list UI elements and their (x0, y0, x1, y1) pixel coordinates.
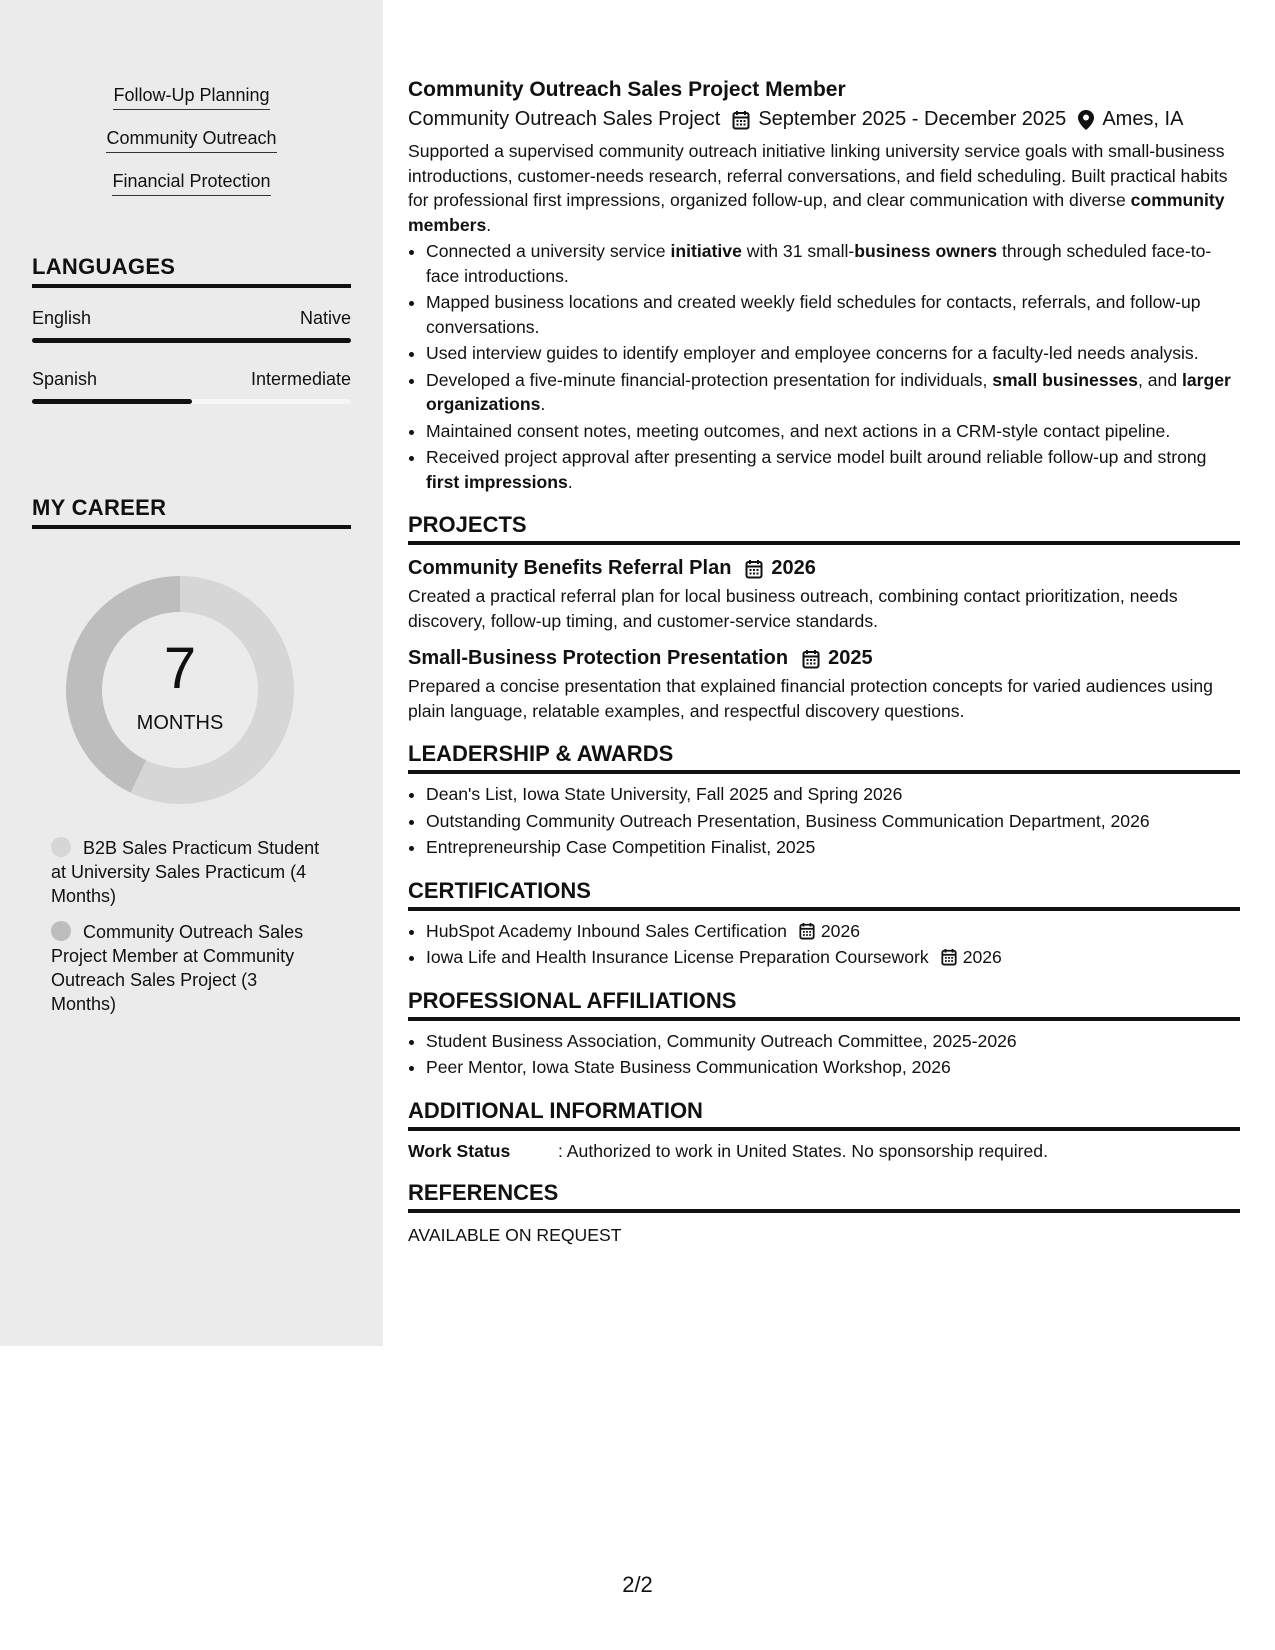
job-bullets (408, 239, 1240, 494)
text-run: Used interview guides to identify employer and employee concerns for a faculty-led needs analysis. (426, 343, 1199, 363)
emphasis-text: business owners (854, 241, 998, 261)
sidebar (0, 0, 383, 1346)
text-run: . (567, 471, 573, 492)
career-legend-item (51, 920, 321, 1016)
language-bar (32, 338, 351, 343)
skills-list (0, 85, 383, 214)
text-run: through scheduled face-to-face introductions. (426, 241, 1212, 286)
project-year: 2026 (771, 557, 816, 579)
skill-tag: Financial Protection (112, 171, 270, 196)
location-pin-icon (1078, 110, 1094, 130)
certification-year: 2026 (820, 920, 861, 941)
career-section (32, 495, 351, 529)
text-run: Maintained consent notes, meeting outcomes, and next actions in a CRM-style contact pipeline. (426, 420, 1171, 441)
job-title: Community Outreach Sales Project Member (408, 78, 846, 101)
project-entry (408, 647, 1240, 723)
project-title: Small-Business Protection Presentation (408, 647, 789, 669)
experience-entry (408, 78, 1240, 494)
job-meta (408, 108, 1240, 131)
text-run: . (486, 214, 492, 235)
job-summary (408, 139, 1240, 237)
calendar-icon (941, 948, 957, 966)
legend-dot (51, 837, 71, 857)
career-heading: MY CAREER (32, 495, 351, 529)
career-legend-item (51, 836, 321, 908)
career-total: 7 (163, 636, 197, 701)
career-unit: MONTHS (136, 712, 224, 734)
list-item (426, 341, 1240, 366)
career-legend-text: Community Outreach Sales Project Member at Community Outreach Sales Project (3 Months) (51, 922, 304, 1014)
affiliations-list (408, 1029, 1240, 1080)
job-dates: September 2025 - December 2025 (758, 108, 1067, 130)
list-item: • Entrepreneurship Case Competition Finalist, 2025 (426, 835, 1240, 860)
text-run: Mapped business locations and created weekly field schedules for contacts, referrals, and follow-up conversations. (426, 292, 1201, 337)
languages-section (32, 254, 351, 404)
project-description: Prepared a concise presentation that explained financial protection concepts for varied audiences using plain language, relatable examples, and respectful discovery questions. (408, 676, 1213, 721)
emphasis-text: community members (408, 190, 1225, 235)
skill-tag: Community Outreach (106, 128, 276, 153)
projects-heading: PROJECTS (408, 512, 1240, 545)
main-content (408, 78, 1240, 1246)
work-status-row (408, 1141, 1240, 1162)
language-name: Spanish (32, 369, 98, 389)
skill-tag: Follow-Up Planning (113, 85, 269, 110)
emphasis-text: larger organizations (426, 369, 1231, 414)
career-donut-chart (60, 570, 300, 810)
text-run: Supported a supervised community outreach initiative linking university service goals with small-business introductions, customer-needs research, referral conversations, and field scheduling. Built practical habits for professional first impressions, organized follow-up, and clear communication with diverse (408, 141, 1228, 210)
work-status-label: Work Status (408, 1140, 511, 1161)
text-run: , and (1137, 369, 1182, 390)
calendar-icon (799, 922, 815, 940)
career-legend (51, 836, 321, 1028)
leadership-list (408, 782, 1240, 860)
list-item (426, 290, 1240, 339)
language-level: Intermediate (250, 369, 351, 389)
list-item (426, 368, 1240, 417)
project-entry (408, 557, 1240, 633)
language-item (32, 369, 351, 404)
text-run: Developed a five-minute financial-protection presentation for individuals, (426, 369, 993, 390)
career-legend-text: B2B Sales Practicum Student at University Sales Practicum (4 Months) (51, 838, 320, 906)
list-item (426, 919, 1240, 944)
list-item: • Peer Mentor, Iowa State Business Communication Workshop, 2026 (426, 1055, 1240, 1080)
text-run: Received project approval after presenting a service model built around reliable follow-up and strong (426, 447, 1207, 467)
emphasis-text: first impressions (426, 471, 568, 492)
references-text: AVAILABLE ON REQUEST (408, 1224, 622, 1245)
project-title: Community Benefits Referral Plan (408, 557, 732, 579)
list-item (426, 239, 1240, 288)
leadership-heading: LEADERSHIP & AWARDS (408, 741, 1240, 774)
work-status-value: : Authorized to work in United States. No sponsorship required. (558, 1140, 1048, 1161)
languages-heading: LANGUAGES (32, 254, 351, 288)
emphasis-text: initiative (670, 241, 742, 261)
calendar-icon (802, 649, 820, 669)
list-item: • Dean's List, Iowa State University, Fall 2025 and Spring 2026 (426, 782, 1240, 807)
legend-dot (51, 921, 71, 941)
language-bar (32, 399, 351, 404)
text-run: Connected a university service (426, 241, 671, 261)
language-bar-fill (32, 338, 351, 343)
certification-name: • HubSpot Academy Inbound Sales Certification (426, 920, 787, 941)
affiliations-heading: PROFESSIONAL AFFILIATIONS (408, 988, 1240, 1021)
list-item (426, 945, 1240, 970)
certifications-list (408, 919, 1240, 970)
additional-heading: ADDITIONAL INFORMATION (408, 1098, 1240, 1131)
text-run: with 31 small- (741, 241, 855, 261)
certification-year: 2026 (962, 947, 1002, 967)
list-item (426, 419, 1240, 444)
project-year: 2025 (828, 647, 873, 669)
company-name: Community Outreach Sales Project (408, 108, 721, 130)
emphasis-text: small businesses (992, 369, 1138, 390)
job-location: Ames, IA (1102, 108, 1184, 130)
certifications-heading: CERTIFICATIONS (408, 878, 1240, 911)
text-run: . (540, 394, 546, 414)
list-item: • Outstanding Community Outreach Presentation, Business Communication Department, 2026 (426, 809, 1240, 834)
language-bar-fill (32, 399, 192, 404)
calendar-icon (745, 559, 763, 579)
page-number: 2/2 (622, 1572, 653, 1597)
language-level: Native (299, 308, 351, 328)
language-name: English (32, 308, 92, 328)
project-description: Created a practical referral plan for local business outreach, combining contact prioritization, needs discovery, follow-up timing, and customer-service standards. (408, 586, 1178, 631)
list-item (426, 445, 1240, 494)
references-heading: REFERENCES (408, 1180, 1240, 1213)
certification-name: • Iowa Life and Health Insurance License Preparation Coursework (426, 947, 929, 967)
list-item: • Student Business Association, Community Outreach Committee, 2025-2026 (426, 1029, 1240, 1054)
language-item (32, 308, 351, 343)
calendar-icon (732, 110, 750, 130)
